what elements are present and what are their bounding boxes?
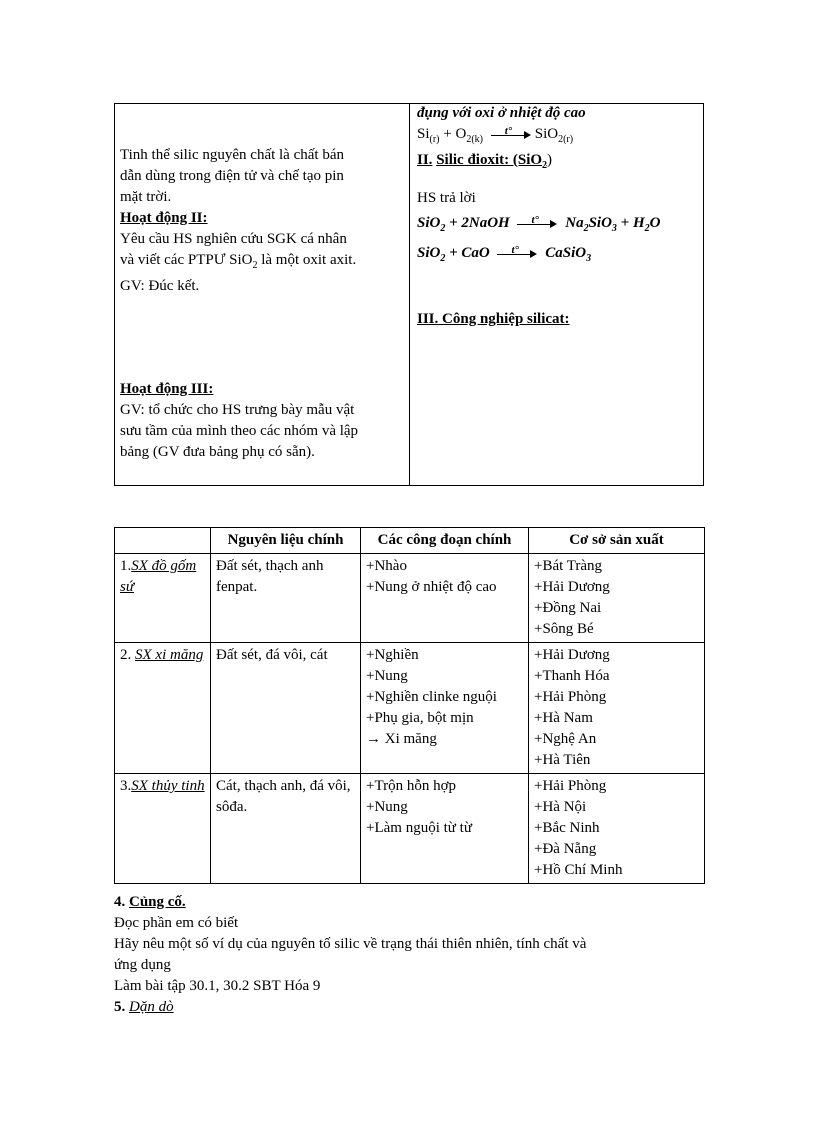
row-name: 1.SX đồ gốm sứ (115, 554, 211, 643)
row-places: +Hải Phòng +Hà Nội +Bắc Ninh +Đà Nẵng +Hồ Chí Minh (529, 774, 705, 884)
footer-section (114, 892, 714, 1018)
row-places: +Hải Dương +Thanh Hóa +Hải Phòng +Hà Nam +Nghệ An +Hà Tiên (529, 643, 705, 774)
header-empty (115, 528, 211, 554)
hs-answer: HS trả lời (417, 190, 476, 206)
header-facilities: Cơ sở sản xuất (529, 528, 705, 554)
intro-line-2: dẫn dùng trong điện tử và chế tạo pin (120, 168, 344, 184)
table-header-row (115, 528, 705, 554)
activity-2-line-1: Yêu cầu HS nghiên cứu SGK cá nhân (120, 231, 347, 247)
row-steps: +Nghiền +Nung +Nghiền clinke nguội +Phụ gia, bột mịn → Xi măng (361, 643, 529, 774)
activity-3-title: Hoạt động III: (120, 381, 214, 397)
row-materials: Cát, thạch anh, đá vôi, sôđa. (211, 774, 361, 884)
section-3-heading: III. Công nghiệp silicat: (417, 311, 570, 327)
row-places: +Bát Tràng +Hải Dương +Đồng Nai +Sông Bé (529, 554, 705, 643)
header-steps: Các công đoạn chính (361, 528, 529, 554)
section-2-heading: II. Silic đioxit: (SiO$_2$) (417, 152, 553, 171)
header-materials: Nguyên liệu chính (211, 528, 361, 554)
reaction-arrow-icon: t° (491, 130, 531, 140)
table-row (115, 643, 705, 774)
oxygen-reaction-note: đụng với oxi ở nhiệt độ cao (417, 105, 586, 121)
activity-3-line-1: GV: tổ chức cho HS trưng bày mẫu vật (120, 402, 355, 418)
row-materials: Đất sét, thạch anh fenpat. (211, 554, 361, 643)
table-row (115, 774, 705, 884)
equation-si-o2: $Si_{(r)} + O_{2(k)}$ t° SiO$_{2(r)}$ (417, 124, 574, 145)
row-materials: Đất sét, đá vôi, cát (211, 643, 361, 774)
activity-3-line-2: sưu tầm của mình theo các nhóm và lập (120, 423, 359, 439)
reaction-arrow-icon: t° (497, 249, 537, 259)
equation-sio2-naoh: SiO$_2$ + 2NaOH t° $Na_2SiO_3 + H_2O$ (417, 213, 661, 234)
footer-line-1: Đọc phần em có biết (114, 915, 239, 931)
footer-line-3: ứng dụng (114, 957, 171, 973)
activity-2-gv: GV: Đúc kết. (120, 278, 200, 294)
row-steps: +Nhào +Nung ở nhiệt độ cao (361, 554, 529, 643)
left-column-activity-3 (120, 379, 405, 463)
footer-line-4: Làm bài tập 30.1, 30.2 SBT Hóa 9 (114, 978, 321, 994)
equation-sio2-cao: SiO$_2$ + CaO t° CaSiO$_3$ (417, 243, 592, 264)
section-5-heading: 5. Dặn dò (114, 999, 174, 1015)
row-name: 3.SX thủy tinh (115, 774, 211, 884)
activity-2-line-2: và viết các PTPƯ SiO$_2$ là một oxit axit. (120, 252, 357, 271)
intro-line-1: Tinh thể silic nguyên chất là chất bán (120, 147, 344, 163)
table-row (115, 554, 705, 643)
intro-line-3: mặt trời. (120, 189, 172, 205)
activity-2-title: Hoạt động II: (120, 210, 208, 226)
row-steps: +Trộn hỗn hợp +Nung +Làm nguội từ từ (361, 774, 529, 884)
silicate-industry-table (114, 527, 705, 884)
lesson-table-divider (409, 103, 410, 486)
activity-3-line-3: bảng (GV đưa bảng phụ có sẵn). (120, 444, 315, 460)
footer-line-2: Hãy nêu một số ví dụ của nguyên tố silic về trạng thái thiên nhiên, tính chất và (114, 936, 587, 952)
right-column (417, 103, 702, 330)
reaction-arrow-icon: t° (517, 219, 557, 229)
section-4-heading: 4. Củng cố. (114, 894, 186, 910)
left-column (120, 145, 405, 297)
row-name: 2. SX xi măng (115, 643, 211, 774)
